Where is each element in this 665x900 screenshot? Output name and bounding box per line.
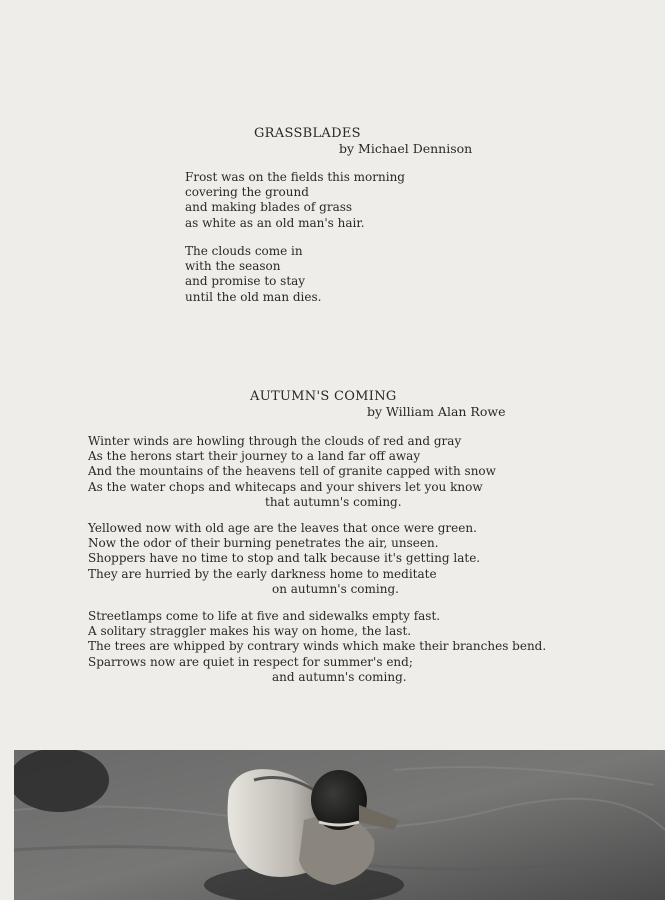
poem-line: They are hurried by the early darkness home to meditate	[88, 566, 437, 581]
poem-author-grassblades: by Michael Dennison	[339, 141, 473, 156]
poem-author-autumns-coming: by William Alan Rowe	[367, 404, 506, 419]
poem-line: and promise to stay	[185, 274, 306, 289]
stanza	[88, 609, 546, 685]
poem-line: Now the odor of their burning penetrates the air, unseen.	[88, 536, 439, 551]
stanza	[185, 170, 405, 231]
poem-line: Shoppers have no time to stop and talk because it's getting late.	[88, 551, 481, 566]
poem-line: Yellowed now with old age are the leaves that once were green.	[88, 521, 477, 535]
mallard-duck-photo	[14, 750, 665, 900]
poem-line: As the water chops and whitecaps and your shivers let you know	[88, 479, 483, 494]
duck-illustration	[14, 750, 665, 900]
poem-line: Winter winds are howling through the clouds of red and gray	[88, 434, 462, 448]
poem-line: As the herons start their journey to a land far off away	[88, 449, 421, 464]
poem-refrain: that autumn's coming.	[265, 494, 402, 509]
poem-line: Sparrows now are quiet in respect for summer's end;	[88, 654, 413, 669]
stanza	[88, 434, 496, 510]
stanza	[88, 521, 480, 597]
poem-line: covering the ground	[185, 185, 309, 200]
stanza	[185, 244, 321, 305]
poem-line: And the mountains of the heavens tell of granite capped with snow	[88, 464, 496, 479]
poem-line: Frost was on the fields this morning	[185, 170, 405, 184]
poem-title-autumns-coming: AUTUMN'S COMING	[250, 389, 397, 404]
poem-refrain: and autumn's coming.	[272, 669, 407, 684]
poem-refrain: on autumn's coming.	[272, 581, 399, 596]
poem-line: with the season	[185, 259, 281, 274]
poem-title-grassblades: GRASSBLADES	[254, 126, 361, 141]
poem-line: and making blades of grass	[185, 200, 353, 215]
poem-line: A solitary straggler makes his way on home, the last.	[88, 624, 412, 639]
poem-line: Streetlamps come to life at five and sidewalks empty fast.	[88, 609, 441, 623]
poem-line: until the old man dies.	[185, 289, 322, 304]
poem-line: The clouds come in	[185, 244, 303, 258]
poem-line: as white as an old man's hair.	[185, 215, 365, 230]
poem-line: The trees are whipped by contrary winds which make their branches bend.	[88, 639, 547, 654]
